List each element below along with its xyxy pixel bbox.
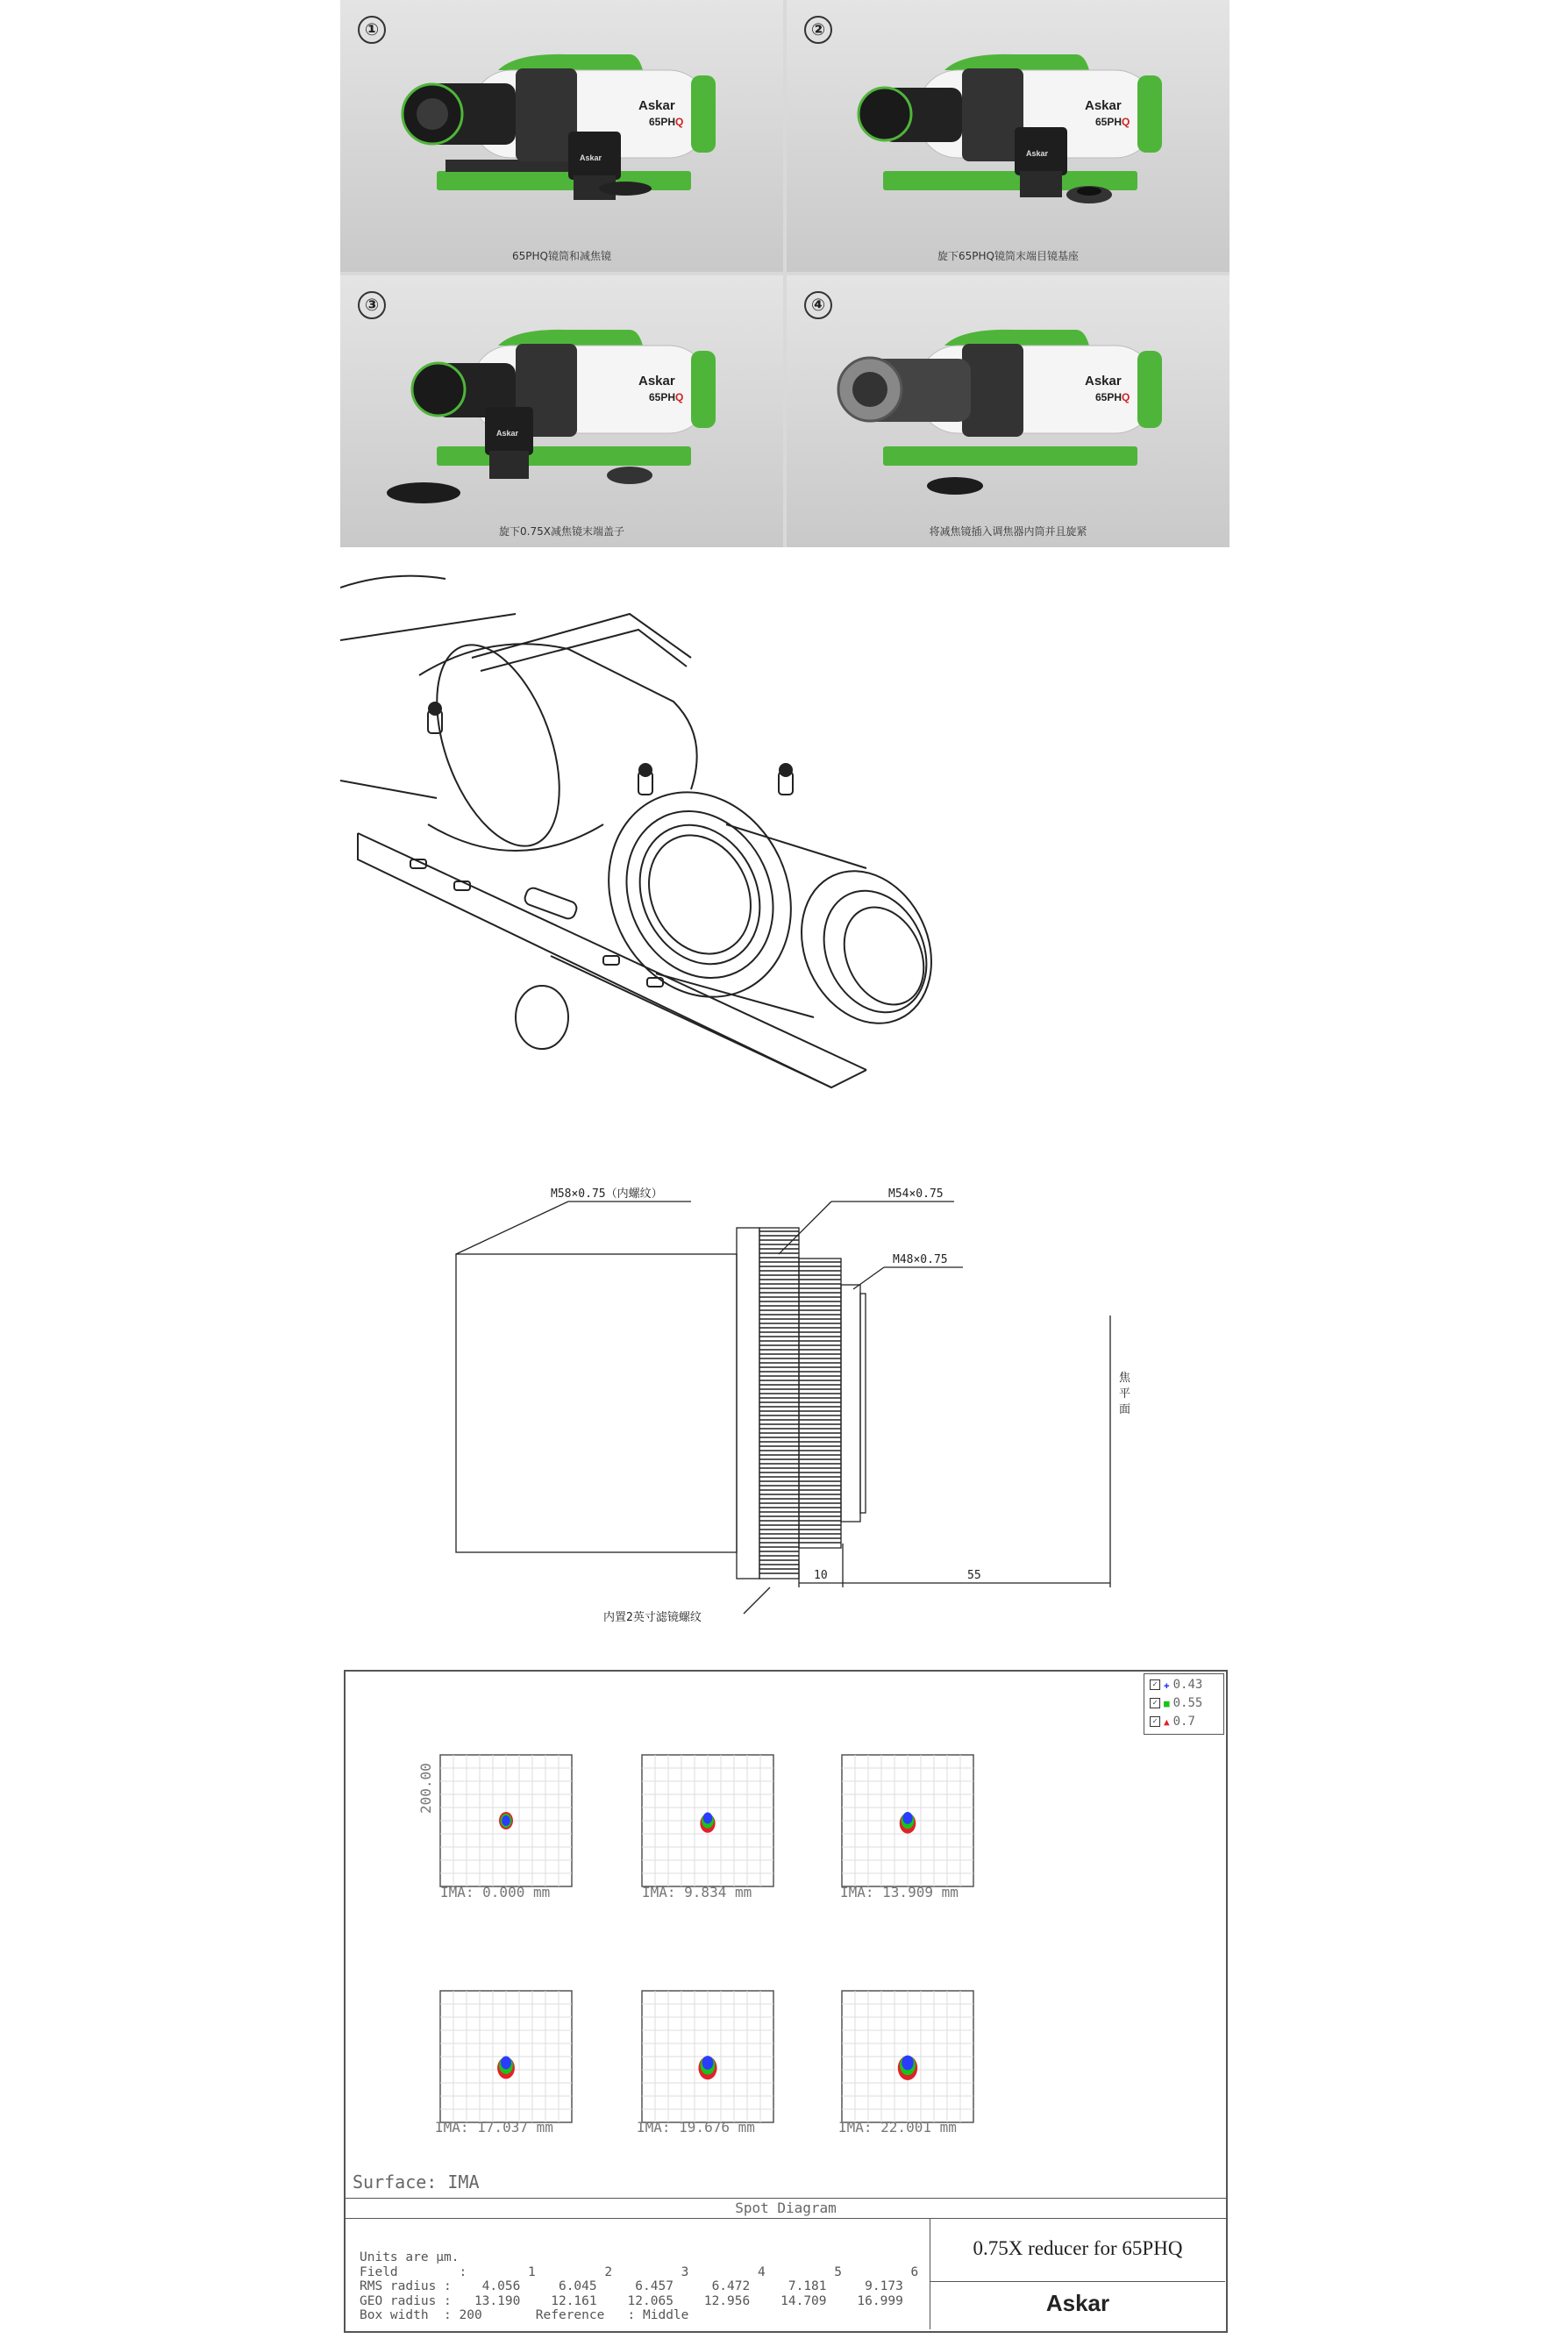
spot-stats	[360, 2250, 918, 2323]
model-suffix: Q	[1122, 116, 1130, 128]
checkbox-icon[interactable]: ✓	[1150, 1716, 1160, 1727]
spot-box	[440, 1755, 572, 1886]
legend-wavelength: 0.7	[1172, 1715, 1195, 1729]
spot-mark	[501, 2057, 511, 2070]
product-title: 0.75X reducer for 65PHQ	[973, 2237, 1183, 2259]
step-2	[787, 0, 1229, 272]
telescope-line-drawing	[340, 561, 1229, 1123]
step-caption: 旋下0.75X减焦镜末端盖子	[499, 525, 624, 538]
model-suffix: Q	[1122, 391, 1130, 403]
spot-box	[842, 1755, 973, 1886]
spot-mark	[502, 1815, 510, 1826]
field-5-ima-label: IMA: 19.676 mm	[637, 2119, 755, 2136]
telescope-model-label	[649, 116, 683, 128]
step-2-illustration	[787, 0, 1229, 272]
legend-symbol-icon: ✚	[1164, 1679, 1170, 1691]
step-3-illustration	[340, 275, 783, 547]
model-prefix: 65PH	[1095, 391, 1123, 403]
thread-outer-label: M48×0.75	[893, 1253, 948, 1266]
model-prefix: 65PH	[649, 116, 676, 128]
spot-mark	[902, 1812, 912, 1824]
stats-line: RMS radius : 4.056 6.045 6.457 6.472 7.181 9.173	[360, 2279, 903, 2293]
reducer-dimension-drawing	[340, 1175, 1229, 1631]
step-caption: 65PHQ镜筒和减焦镜	[512, 250, 611, 262]
reducer-brand-label: Askar	[496, 429, 519, 438]
reducer-brand-label: Askar	[580, 153, 602, 162]
telescope-model-label	[1095, 116, 1130, 128]
reducer-brand-label: Askar	[1026, 149, 1049, 158]
field-6-ima-label: IMA: 22.001 mm	[838, 2119, 957, 2136]
step-number: ②	[804, 16, 832, 44]
product-info-box	[930, 2218, 1225, 2329]
step-1	[340, 0, 783, 272]
thread-mid-label: M54×0.75	[888, 1187, 944, 1201]
assembly-steps-panel	[340, 0, 1229, 547]
spot-box	[440, 1991, 572, 2122]
focal-plane-label-2: 平	[1119, 1387, 1131, 1401]
spot-box	[642, 1991, 773, 2122]
step-1-illustration	[340, 0, 783, 272]
divider	[930, 2281, 1225, 2282]
scale-label: 200.00	[417, 1763, 434, 1814]
checkbox-icon[interactable]: ✓	[1150, 1698, 1160, 1708]
legend-wavelength: 0.55	[1172, 1696, 1203, 1710]
filter-thread-label: 内置2英寸滤镜螺纹	[603, 1611, 702, 1624]
spot-box	[842, 1991, 973, 2122]
step-4	[787, 275, 1229, 547]
thread-inner-label: M58×0.75（内螺纹）	[551, 1187, 663, 1201]
model-suffix: Q	[675, 116, 684, 128]
spot-diagram-panel	[344, 1670, 1228, 2333]
step-caption: 旋下65PHQ镜筒末端目镜基座	[937, 250, 1079, 262]
spot-boxes	[346, 1672, 1226, 2163]
step-number: ①	[358, 16, 386, 44]
telescope-brand-label: Askar	[1085, 374, 1122, 389]
field-3-ima-label: IMA: 13.909 mm	[840, 1884, 959, 1900]
step-number: ④	[804, 291, 832, 319]
step-caption: 将减焦镜插入调焦器内筒并且旋紧	[929, 525, 1087, 538]
telescope-brand-label: Askar	[638, 98, 675, 113]
model-suffix: Q	[675, 391, 684, 403]
stats-line: Box width : 200 Reference : Middle	[360, 2308, 689, 2322]
stats-line: Units are µm.	[360, 2250, 460, 2264]
step-4-illustration	[787, 275, 1229, 547]
telescope-model-label	[649, 391, 683, 403]
stats-line: GEO radius : 13.190 12.161 12.065 12.956 14.709 16.999	[360, 2293, 903, 2308]
distance-10-label: 10	[814, 1569, 828, 1582]
legend-wavelength: 0.43	[1172, 1678, 1203, 1692]
step-number: ③	[358, 291, 386, 319]
telescope-model-label	[1095, 391, 1130, 403]
focal-plane-label-3: 面	[1119, 1403, 1131, 1416]
telescope-brand-label: Askar	[638, 374, 675, 389]
spot-diagram-title: Spot Diagram	[346, 2198, 1226, 2219]
telescope-brand-label: Askar	[1085, 98, 1122, 113]
spot-mark	[702, 2056, 714, 2070]
stats-line: Field : 1 2 3 4 5 6	[360, 2264, 919, 2279]
field-2-ima-label: IMA: 9.834 mm	[642, 1884, 752, 1900]
spot-mark	[703, 1813, 712, 1824]
brand-logo: Askar	[1045, 2290, 1110, 2316]
field-1-ima-label: IMA: 0.000 mm	[440, 1884, 551, 1900]
model-prefix: 65PH	[1095, 116, 1123, 128]
legend-symbol-icon: ■	[1164, 1697, 1170, 1709]
spot-box	[642, 1755, 773, 1886]
spot-mark	[902, 2056, 913, 2071]
distance-55-label: 55	[967, 1569, 981, 1582]
step-3	[340, 275, 783, 547]
model-prefix: 65PH	[649, 391, 676, 403]
knurling	[759, 1231, 841, 1573]
legend-symbol-icon: ▲	[1164, 1715, 1170, 1728]
field-4-ima-label: IMA: 17.037 mm	[435, 2119, 553, 2136]
surface-label: Surface: IMA	[353, 2171, 480, 2193]
focal-plane-label-1: 焦	[1119, 1372, 1131, 1385]
checkbox-icon[interactable]: ✓	[1150, 1679, 1160, 1690]
